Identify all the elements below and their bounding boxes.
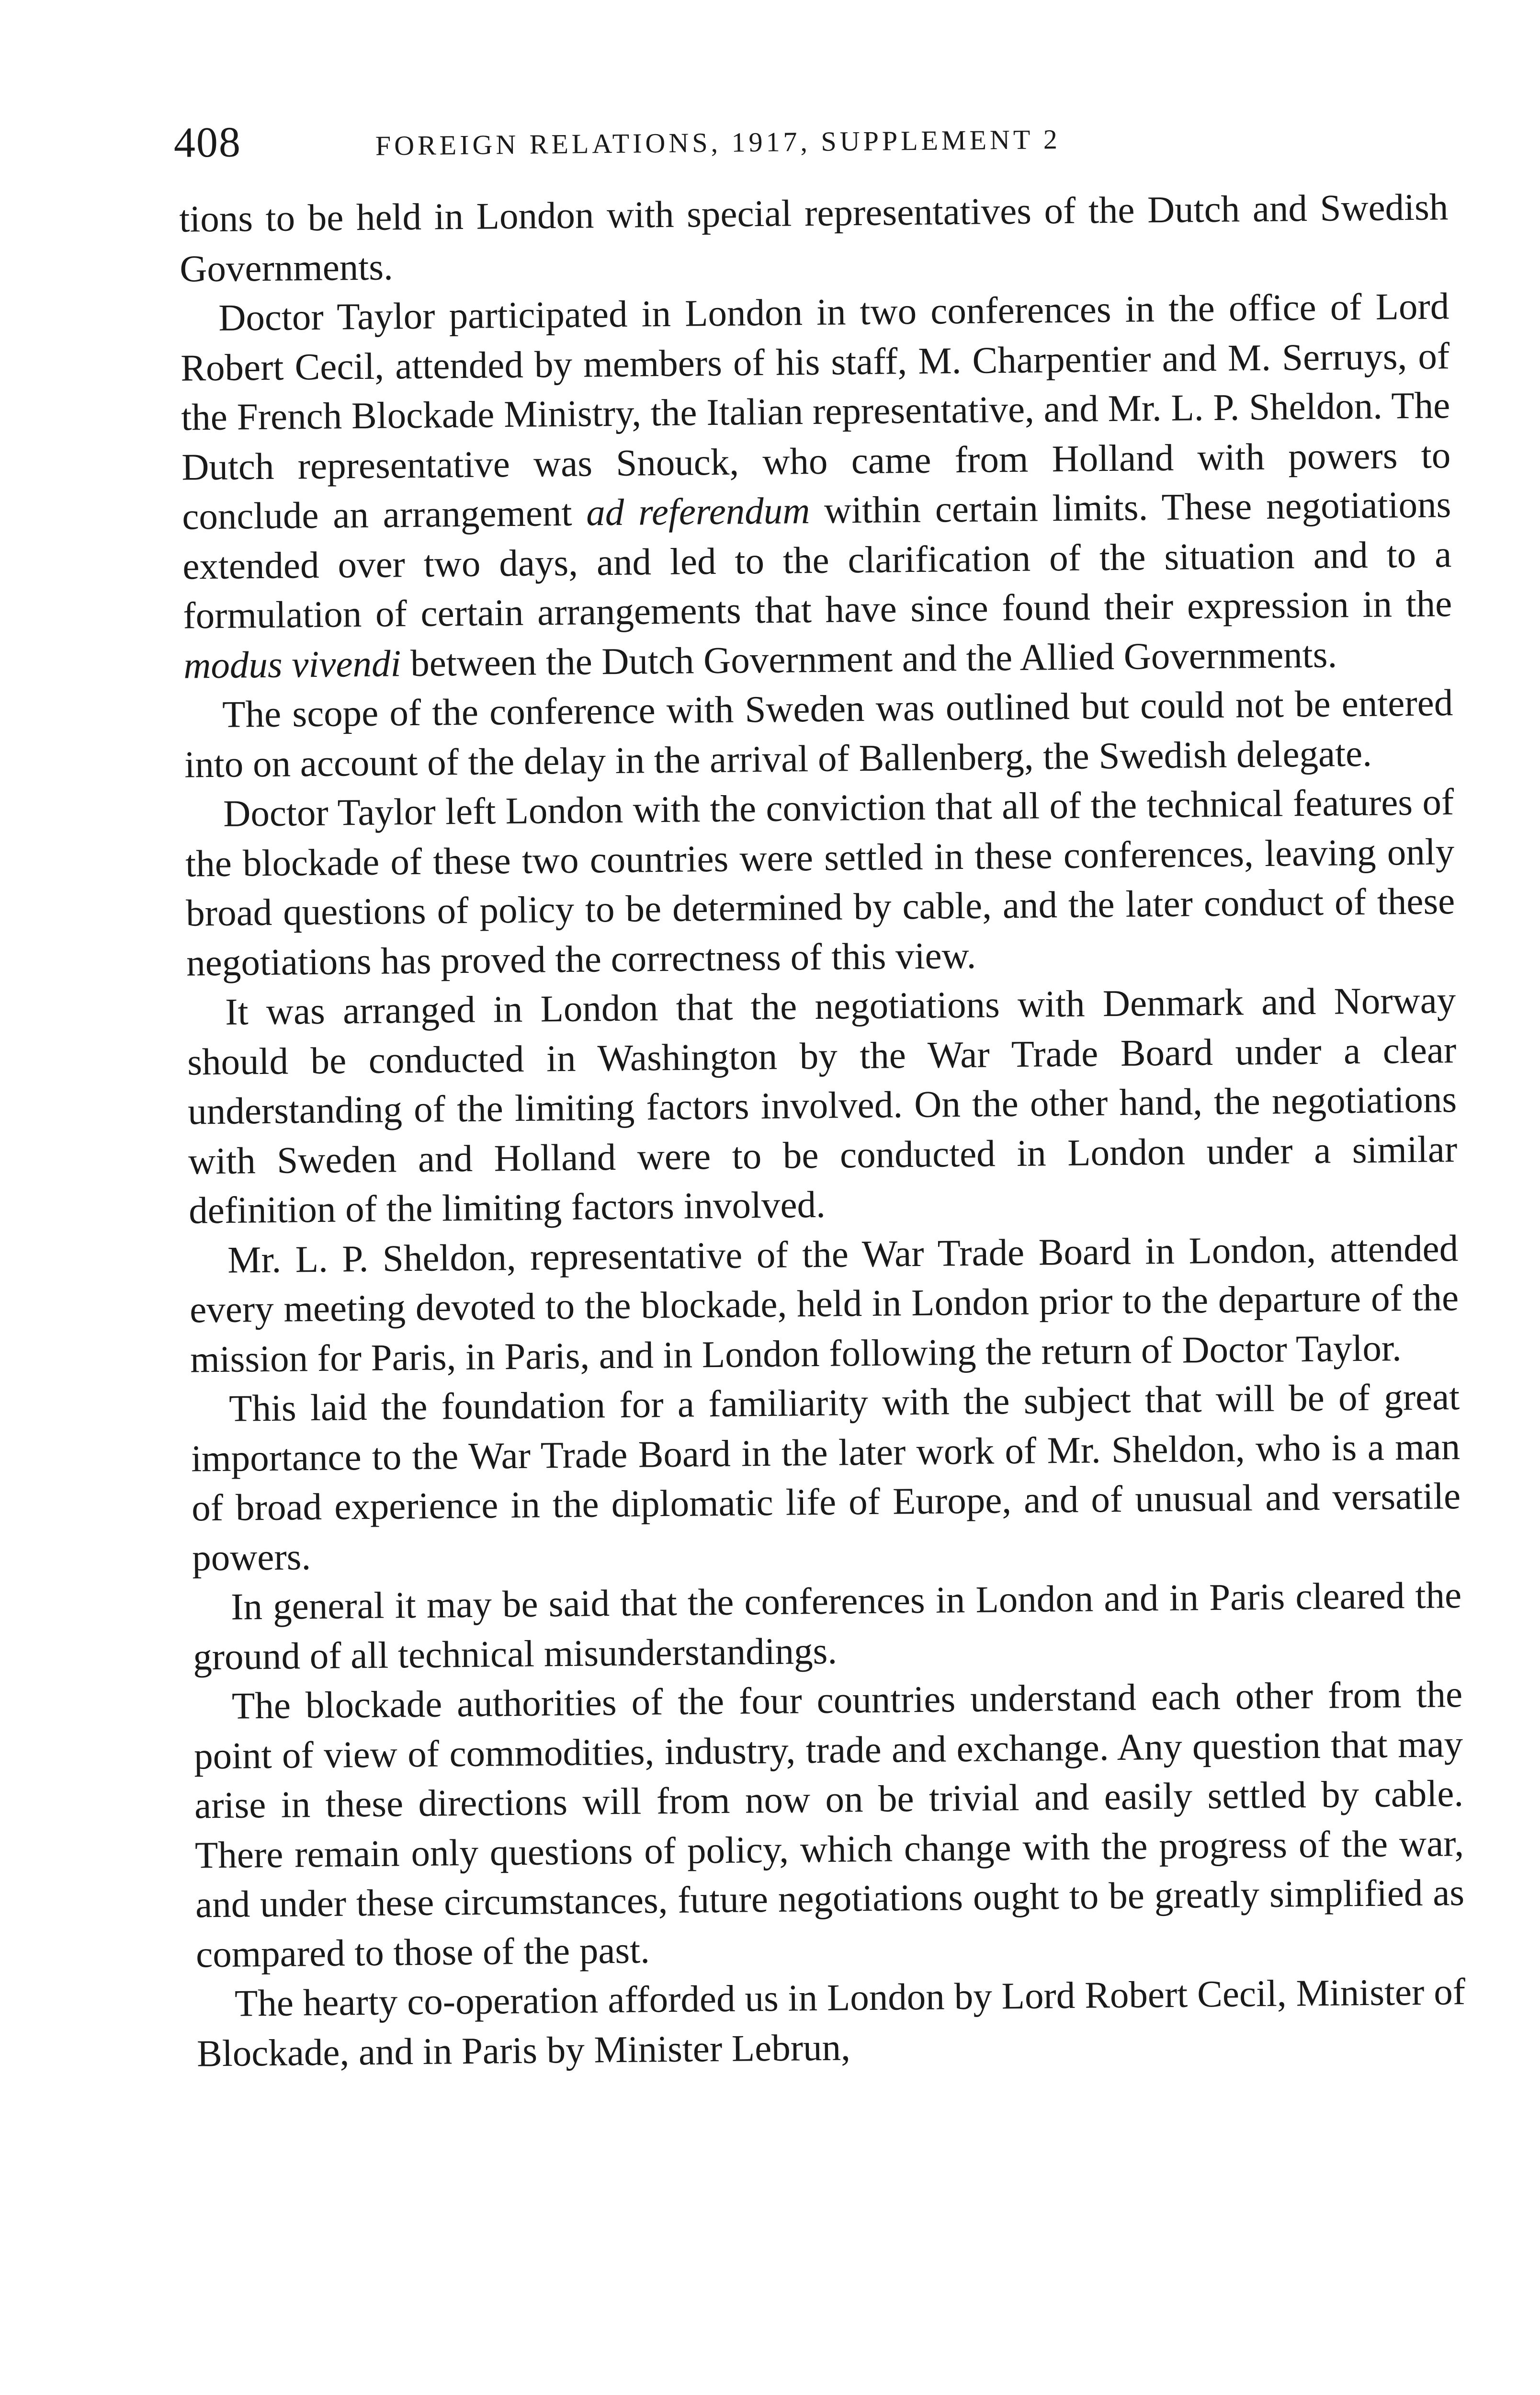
paragraph [196, 1967, 1466, 2078]
paragraph-text: The hearty co-operation afforded us in London by Lord Robert Cecil, Minister of Blockade, and in Paris by Minister Lebrun, [196, 1971, 1466, 2075]
paragraph-text: It was arranged in London that the negotiations with Denmark and Norway should be conducted in Washington by the War Trade Board under a clear understanding of the limiting factors involved. On the other hand, the negotiations with Sweden and Holland were to be conducted in London under a similar definition of the limiting factors involved. [187, 980, 1458, 1232]
running-head: FOREIGN RELATIONS, 1917, SUPPLEMENT 2 [375, 123, 1061, 161]
paragraph [184, 678, 1454, 789]
paragraph [193, 1670, 1465, 1979]
paragraph [189, 1224, 1460, 1385]
paragraph-text: Doctor Taylor left London with the conviction that all of the technical features of the blockade of these two countries were settled in these conferences, leaving only broad questions of policy to be determined by cable, and the later conduct of these negotiations has proved the correctness of this view. [185, 781, 1455, 984]
paragraph-text: Mr. L. P. Sheldon, representative of the War Trade Board in London, attended every meeting devoted to the blockade, held in London prior to the departure of the mission for Paris, in Paris, and in London following the return of Doctor Taylor. [189, 1227, 1459, 1381]
paragraph-text: The blockade authorities of the four countries understand each other from the point of view of commodities, industry, trade and exchange. Any question that may arise in these directions will from now on be trivial and easily settled by cable. There remain only questions of policy, which change with the progress of the war, and under these circumstances, future negotiations ought to be greatly simplified as compared to those of the past. [193, 1674, 1465, 1975]
paragraph-text: Doctor Taylor participated in London in two conferences in the office of Lord Robert Cecil, attended by members of his staff, M. Charpentier and M. Serruys, of the French Blockade Ministry, the Italian representative, and Mr. L. P. Sheldon. The Dutch representative was Snouck, who came from Holland with powers to conclude an arrangement [180, 285, 1451, 538]
italic-phrase: ad referendum [586, 490, 810, 534]
paragraph [187, 976, 1458, 1236]
paragraph-text: The scope of the conference with Sweden was outlined but could not be entered into on account of the delay in the arrival of Ballenberg, the Swedish delegate. [184, 682, 1453, 786]
paragraph-text: within certain limits. These negotiations extended over two days, and led to the clarification of the situation and to a formulation of certain arrangements that have since found their expression in the [182, 484, 1452, 637]
paragraph [179, 182, 1449, 294]
paragraph [185, 777, 1456, 988]
paragraph [191, 1372, 1461, 1583]
italic-phrase: modus vivendi [183, 642, 401, 687]
paragraph [192, 1571, 1462, 1682]
page-number: 408 [173, 118, 242, 167]
paragraph-text: This laid the foundation for a familiarity with the subject that will be of great importance to the War Trade Board in the later work of Mr. Sheldon, who is a man of broad experience in the diplomatic life of Europe, and of unusual and versatile powers. [191, 1376, 1461, 1579]
body-text [179, 182, 1466, 2078]
paragraph [180, 282, 1453, 690]
paragraph-text: In general it may be said that the conferences in London and in Paris cleared the ground of all technical misunderstandings. [192, 1574, 1462, 1678]
page-header [173, 106, 1467, 181]
paragraph-text: tions to be held in London with special representatives of the Dutch and Swedish Governments. [179, 186, 1449, 290]
paragraph-text: between the Dutch Government and the Allied Governments. [401, 634, 1337, 684]
